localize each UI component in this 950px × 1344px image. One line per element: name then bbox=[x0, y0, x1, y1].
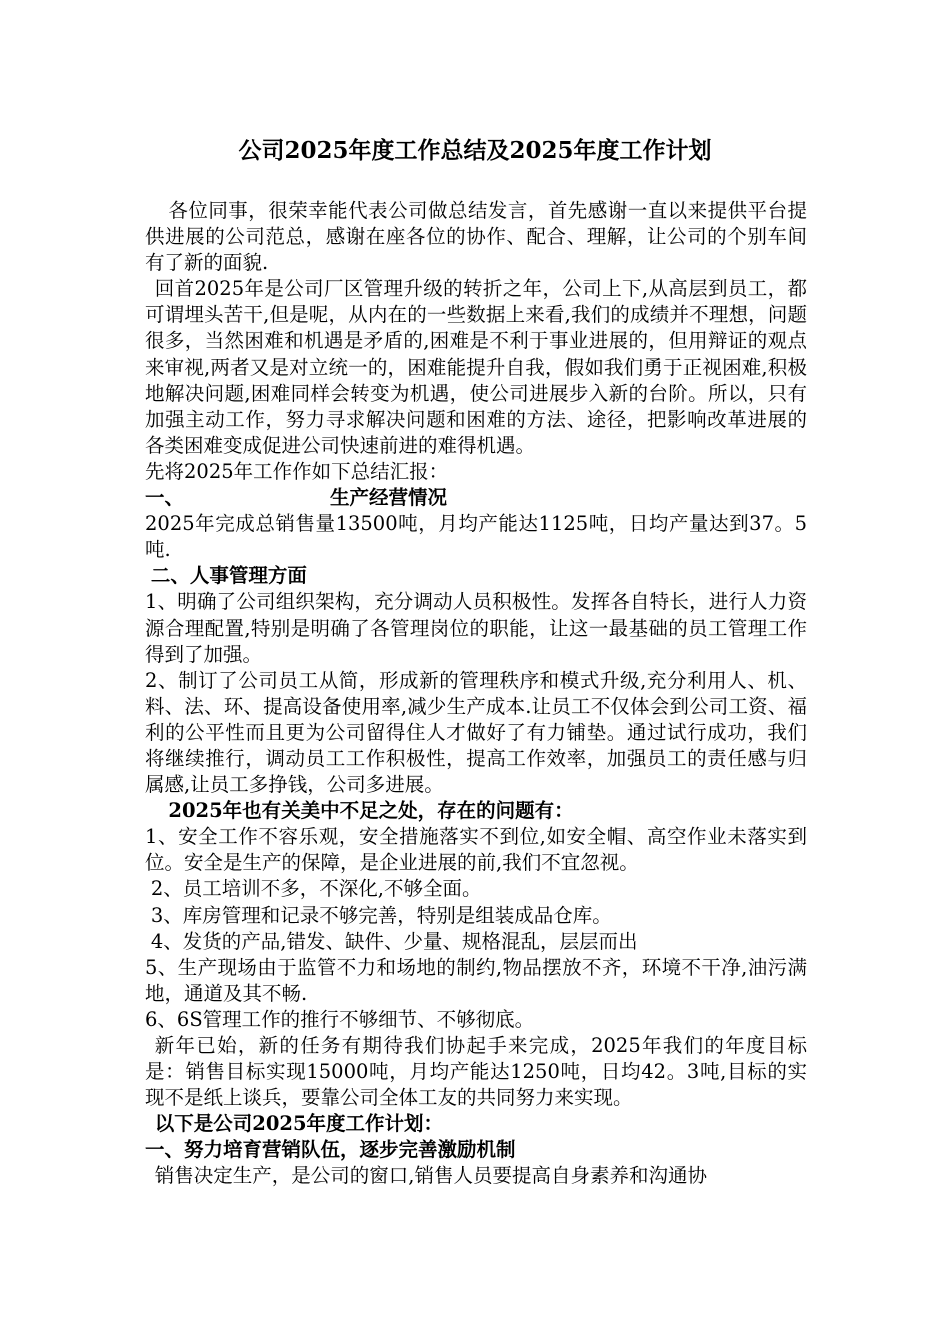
heading-production-number: 一、 bbox=[145, 486, 185, 510]
problem-item-5: 5、生产现场由于监管不力和场地的制约,物品摆放不齐，环境不干净,油污满地，通道及其不畅. bbox=[145, 955, 807, 1005]
heading-plan: 以下是公司2025年度工作计划： bbox=[154, 1112, 444, 1136]
document-body bbox=[145, 198, 807, 1190]
paragraph-intro: 各位同事，很荣幸能代表公司做总结发言，首先感谢一直以来提供平台提供进展的公司范总，感谢在座各位的协作、配合、理解，让公司的个别车间有了新的面貌. bbox=[145, 199, 807, 275]
problem-item-1: 1、安全工作不容乐观，安全措施落实不到位,如安全帽、高空作业未落实到位。安全是生产的保障，是企业进展的前,我们不宜忽视。 bbox=[145, 825, 807, 875]
paragraph-sales: 销售决定生产，是公司的窗口,销售人员要提高自身素养和沟通协 bbox=[154, 1164, 707, 1188]
problem-item-6: 6、6S管理工作的推行不够细节、不够彻底。 bbox=[145, 1007, 535, 1031]
paragraph-new-year-goals: 新年已始，新的任务有期待我们协起手来完成，2025年我们的年度目标是：销售目标实现15000吨，月均产能达1250吨，日均42。3吨,目标的实现不是纸上谈兵，要靠公司全体工友的共同努力来实现。 bbox=[145, 1034, 807, 1110]
heading-production bbox=[145, 485, 807, 511]
paragraph-review: 回首2025年是公司厂区管理升级的转折之年，公司上下,从高层到员工，都可谓埋头苦干,但是呢，从内在的一些数据上来看,我们的成绩并不理想，问题很多，当然困难和机遇是矛盾的,困难是不利于事业进展的，但用辩证的观点来审视,两者又是对立统一的，困难能提升自我，假如我们勇于正视困难,积极地解决问题,困难同样会转变为机遇，使公司进展步入新的台阶。所以，只有加强主动工作，努力寻求解决问题和困难的方法、途径，把影响改革进展的各类困难变成促进公司快速前进的难得机遇。 bbox=[145, 277, 807, 457]
heading-problems: 2025年也有关美中不足之处，存在的问题有： bbox=[168, 799, 574, 823]
paragraph-hr-1: 1、明确了公司组织架构，充分调动人员积极性。发挥各自特长，进行人力资源合理配置,特别是明确了各管理岗位的职能，让这一最基础的员工管理工作得到了加强。 bbox=[145, 590, 807, 666]
problem-item-3: 3、库房管理和记录不够完善，特别是组装成品仓库。 bbox=[150, 903, 612, 927]
paragraph-hr-2: 2、制订了公司员工从简，形成新的管理秩序和模式升级,充分利用人、机、料、法、环、提高设备使用率,减少生产成本.让员工不仅体会到公司工资、福利的公平性而且更为公司留得住人才做好了有力铺垫。通过试行成功，我们将继续推行，调动员工工作积极性，提高工作效率，加强员工的责任感与归属感,让员工多挣钱，公司多进展。 bbox=[145, 668, 807, 797]
heading-hr: 二、人事管理方面 bbox=[150, 564, 307, 588]
problem-item-4: 4、发货的产品,错发、缺件、少量、规格混乱，层层而出 bbox=[150, 929, 638, 953]
document-title: 公司2025年度工作总结及2025年度工作计划 bbox=[238, 137, 712, 164]
paragraph-production: 2025年完成总销售量13500吨，月均产能达1125吨，日均产量达到37。5吨. bbox=[145, 512, 807, 562]
problem-item-2: 2、员工培训不多，不深化,不够全面。 bbox=[150, 877, 482, 901]
paragraph-summary-lead: 先将2025年工作作如下总结汇报： bbox=[145, 459, 449, 483]
heading-plan-sales: 一、努力培育营销队伍，逐步完善激励机制 bbox=[145, 1138, 516, 1162]
heading-production-text: 生产经营情况 bbox=[330, 486, 448, 510]
